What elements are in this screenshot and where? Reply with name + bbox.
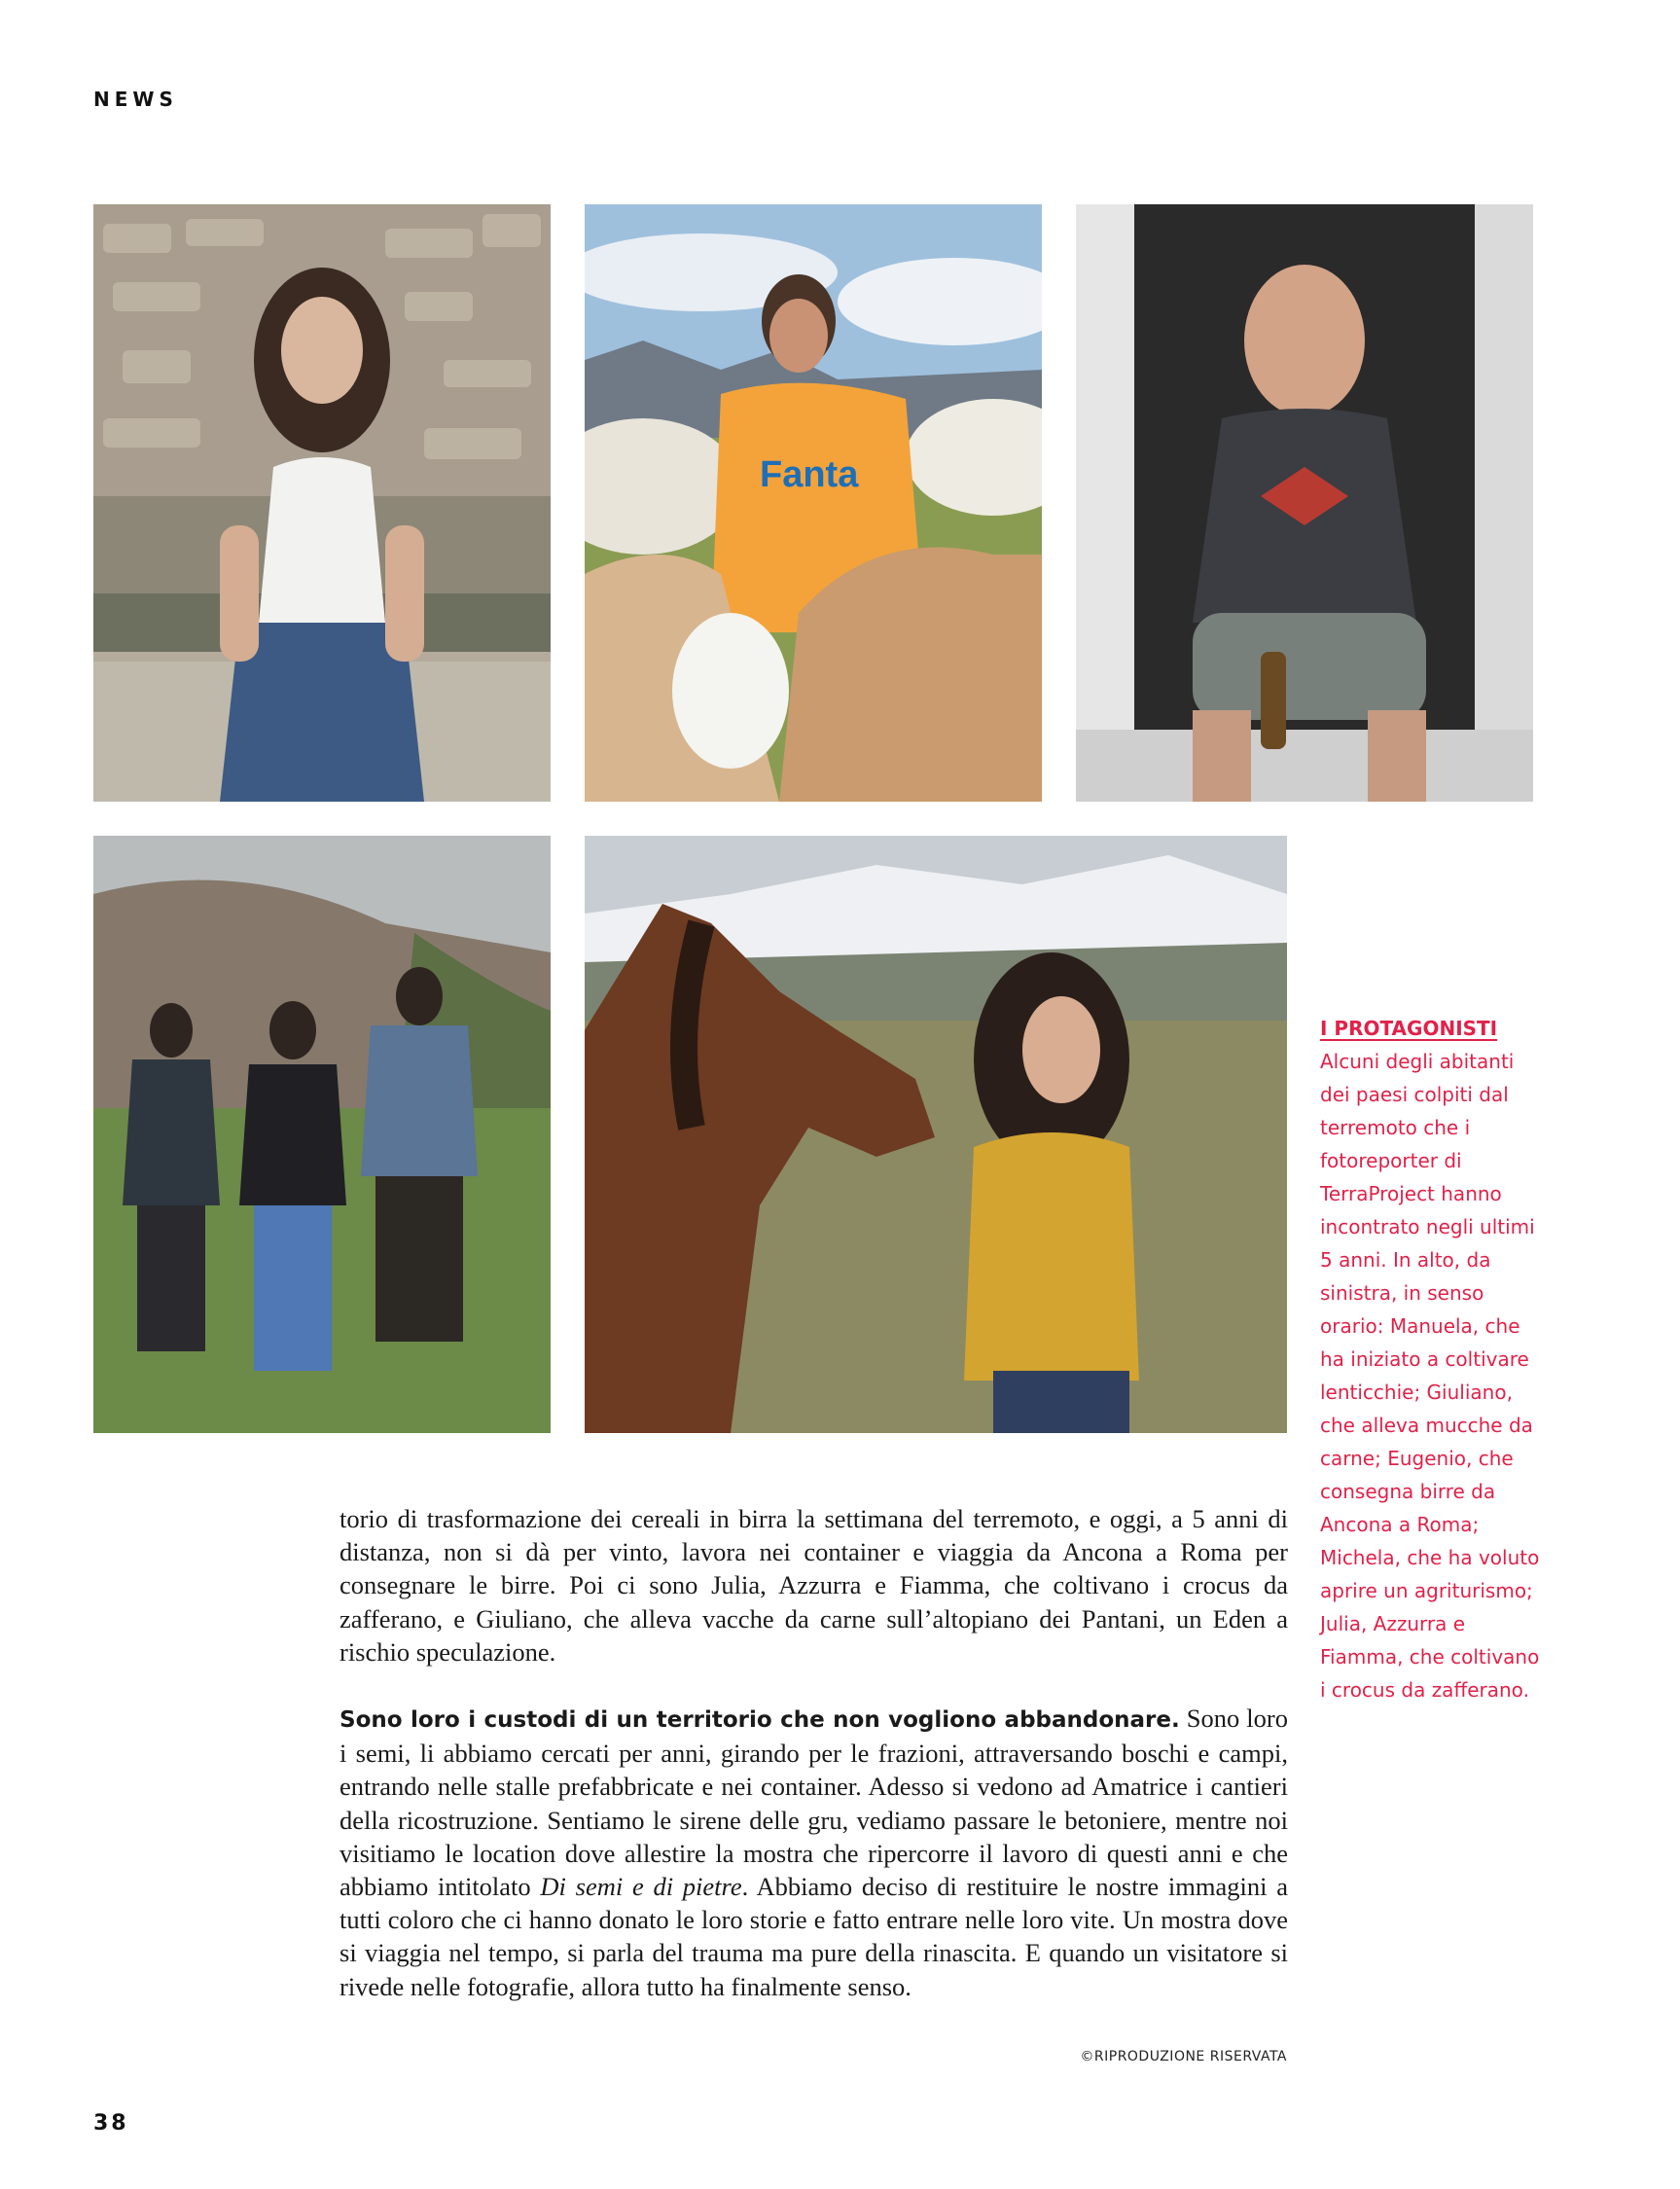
article-paragraph-2-text-a: Sono loro i semi, li abbiamo cercati per anni, girando per le frazioni, attraversando boschi e campi, entrando nelle stalle prefabbricate e nei container. Adesso si vedono ad Amatrice i cantieri della ricostruzione. Sentiamo le sirene delle gru, vediamo passare le betoniere, mentre noi visitiamo le location dove allestire la mostra che ripercorre il lavoro di questi anni e che abbiamo intitolato bbox=[340, 1704, 1288, 1902]
article-paragraph-2 bbox=[340, 1702, 1288, 2003]
photo-woman-stone-wall-image bbox=[93, 204, 551, 802]
page-number: 38 bbox=[93, 2111, 129, 2135]
fanta-shirt-logo: Fanta bbox=[760, 454, 859, 495]
article-lead-sentence: Sono loro i custodi di un territorio che non vogliono abbandonare. bbox=[340, 1707, 1180, 1734]
caption-text: Alcuni degli abitanti dei paesi colpiti dal terremoto che i fotoreporter di TerraProject hanno incontrato negli ultimi 5 anni. In alto, da sinistra, in senso orario: Manuela, che ha iniziato a coltivare lenticchie; Giuliano, che alleva mucche da carne; Eugenio, che consegna birre da Ancona a Roma; Michela, che ha voluto aprire un agriturismo; Julia, Azzurra e Fiamma, che coltivano i crocus da zafferano. bbox=[1320, 1050, 1540, 1702]
photo-caption bbox=[1320, 1012, 1544, 1706]
photo-woman-stone-wall bbox=[93, 204, 551, 802]
copyright-notice: ©RIPRODUZIONE RISERVATA bbox=[1080, 2049, 1287, 2064]
exhibition-title: Di semi e di pietre bbox=[540, 1872, 742, 1902]
article-paragraph-1: torio di trasformazione dei cereali in birra la settimana del terremoto, e oggi, a 5 anni di distanza, non si dà per vinto, lavora nei container e viaggia da Ancona a Roma per consegnare le birre. Poi ci sono Julia, Azzurra e Fiamma, che coltivano i crocus da zafferano, e Giuliano, che alleva vacche da carne sull’altopiano dei Pantani, un Eden a rischio speculazione. bbox=[340, 1504, 1288, 1667]
photo-woman-with-mule-image bbox=[585, 836, 1287, 1433]
photo-man-with-cows-image bbox=[585, 204, 1042, 802]
photo-man-in-van-image bbox=[1076, 204, 1533, 802]
photo-woman-with-mule bbox=[585, 836, 1287, 1433]
caption-title: I PROTAGONISTI bbox=[1320, 1017, 1498, 1040]
photo-man-with-cows bbox=[585, 204, 1042, 802]
article-paragraph-2-text-b: . Abbiamo deciso di restituire le nostre immagini a tutti coloro che ci hanno donato le loro storie e fatto entrare nelle loro vite. Un mostra dove si viaggia nel tempo, si parla del trauma ma pure della rinascita. E quando un visitatore si rivede nelle fotografie, allora tutto ha finalmente senso. bbox=[340, 1872, 1288, 2001]
photo-three-women-image bbox=[93, 836, 551, 1433]
article-body bbox=[340, 1502, 1288, 2003]
section-label: NEWS bbox=[93, 88, 178, 111]
photo-three-women bbox=[93, 836, 551, 1433]
photo-man-in-van bbox=[1076, 204, 1533, 802]
